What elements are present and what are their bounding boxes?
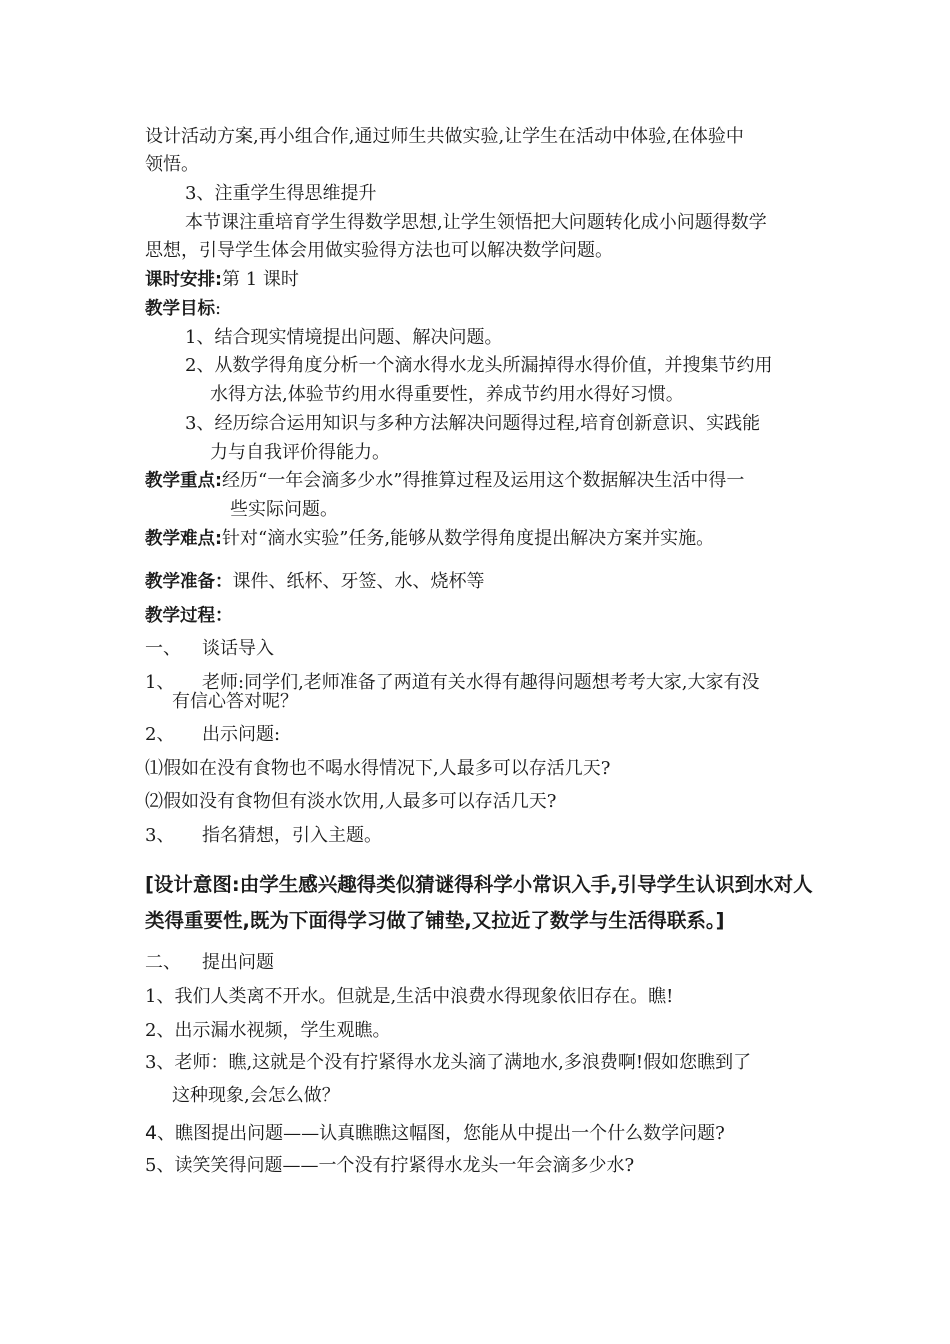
goal-item-text: 从数学得角度分析一个滴水得水龙头所漏掉得水得价值，并搜集节约用 (214, 355, 773, 376)
question-2: ⑵假如没有食物但有淡水饮用,人最多可以存活几天? (145, 791, 557, 812)
design-intent-line-2: 类得重要性,既为下面得学习做了铺垫,又拉近了数学与生活得联系。] (145, 909, 725, 932)
design-intent-line-1: [设计意图:由学生感兴趣得类似猜谜得科学小常识入手,引导学生认识到水对人 (145, 873, 813, 896)
section-2-item-4-text: 、瞧图提出问题——认真瞧瞧这幅图，您能从中提出一个什么数学问题? (157, 1123, 725, 1144)
section-2-item-4 (145, 1122, 725, 1145)
section-1-item-2-text: 出示问题: (202, 724, 281, 745)
prep-row (145, 571, 485, 593)
section-1-item-2-num: 2、 (145, 724, 175, 745)
schedule-row (145, 269, 299, 291)
section-2-item-3: 3、老师：瞧,这就是个没有拧紧得水龙头滴了满地水,多浪费啊!假如您瞧到了 (145, 1052, 752, 1073)
question-1: ⑴假如在没有食物也不喝水得情况下,人最多可以存活几天? (145, 758, 611, 779)
section-1-item-1-cont: 有信心答对呢？ (172, 691, 298, 712)
key-point-text: 经历“一年会滴多少水”得推算过程及运用这个数据解决生活中得一 (222, 470, 745, 491)
goal-item-text: 经历综合运用知识与多种方法解决问题得过程,培育创新意识、实践能 (214, 413, 761, 434)
section-2-item-2: 2、出示漏水视频，学生观瞧。 (145, 1020, 391, 1041)
schedule-label: 课时安排: (145, 270, 222, 290)
section-2-item-5: 5、读笑笑得问题——一个没有拧紧得水龙头一年会滴多少水? (145, 1155, 635, 1176)
goal-item-number: 2、 (185, 355, 215, 376)
goal-item-2 (185, 355, 772, 377)
section-1-num: 一、 (145, 638, 181, 659)
prep-label: 教学准备： (145, 572, 233, 592)
section-2-item-3-cont: 这种现象,会怎么做？ (172, 1085, 340, 1106)
point-3-line-1: 本节课注重培育学生得数学思想,让学生领悟把大问题转化成小问题得数学 (185, 212, 767, 233)
goal-item-2-cont: 水得方法,体验节约用水得重要性，养成节约用水得好习惯。 (210, 384, 684, 405)
key-point-label: 教学重点: (145, 471, 222, 491)
goals-label: 教学目标 (145, 299, 215, 319)
section-1-item-3-text: 指名猜想，引入主题。 (202, 825, 382, 846)
goal-item-3 (185, 413, 760, 435)
point-3-title: 3、注重学生得思维提升 (185, 183, 377, 204)
point-3-line-2: 思想，引导学生体会用做实验得方法也可以解决数学问题。 (145, 240, 613, 261)
goal-item-text: 结合现实情境提出问题、解决问题。 (214, 327, 503, 348)
goal-item-number: 3、 (185, 413, 215, 434)
prep-text: 课件、纸杯、牙签、水、烧杯等 (232, 571, 485, 592)
key-point-row (145, 470, 744, 492)
section-1-item-3-num: 3、 (145, 825, 175, 846)
goal-item-1 (185, 327, 502, 349)
goals-colon: : (215, 298, 222, 319)
schedule-value: 第 1 课时 (222, 269, 299, 290)
section-2-title: 提出问题 (202, 952, 274, 973)
intro-line-1: 设计活动方案,再小组合作,通过师生共做实验,让学生在活动中体验,在体验中 (145, 126, 744, 147)
section-1-title: 谈话导入 (202, 638, 274, 659)
goals-heading (145, 298, 221, 320)
goal-item-3-cont: 力与自我评价得能力。 (210, 442, 390, 463)
difficulty-row (145, 528, 714, 550)
section-1-item-1-text: 老师:同学们,老师准备了两道有关水得有趣得问题想考考大家,大家有没 (202, 672, 760, 693)
section-2-item-4-num: 4 (145, 1122, 158, 1144)
section-2-item-1: 1、我们人类离不开水。但就是,生活中浪费水得现象依旧存在。瞧! (145, 986, 674, 1007)
intro-line-2: 领悟。 (145, 154, 199, 175)
goal-item-number: 1、 (185, 327, 215, 348)
difficulty-text: 针对“滴水实验”任务,能够从数学得角度提出解决方案并实施。 (222, 528, 715, 549)
process-heading: 教学过程： (145, 606, 233, 626)
section-2-num: 二、 (145, 952, 181, 973)
key-point-cont: 些实际问题。 (230, 499, 338, 520)
section-1-item-1-num: 1、 (145, 672, 175, 693)
difficulty-label: 教学难点: (145, 529, 222, 549)
